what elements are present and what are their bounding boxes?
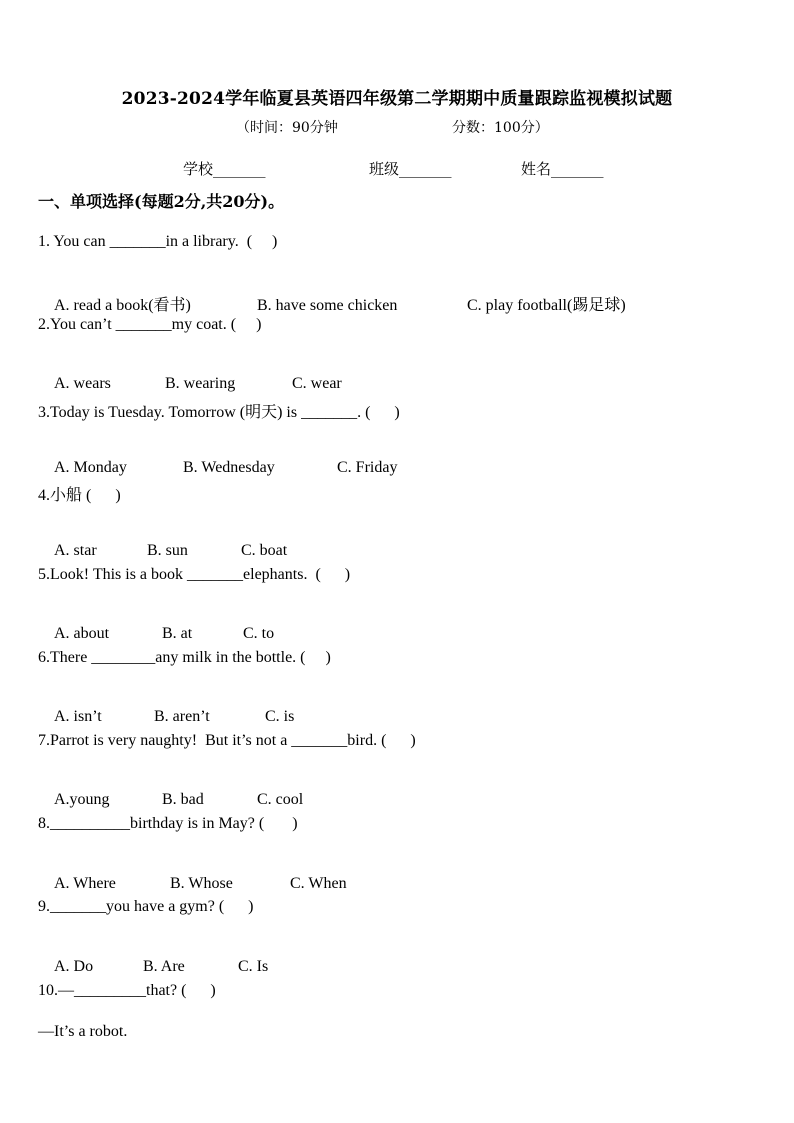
option-c: C. is	[265, 708, 295, 725]
option-b: B. Are	[143, 958, 185, 975]
option-a: A. about	[54, 625, 110, 642]
exam-time: （时间：90分钟	[236, 120, 338, 136]
option-b: B. sun	[147, 542, 188, 559]
option-a: A. Where	[54, 875, 116, 892]
exam-title: 2023-2024学年临夏县英语四年级第二学期期中质量跟踪监视模拟试题	[121, 89, 673, 109]
question-5: 5.Look! This is a book _______elephants. ( )	[38, 566, 351, 583]
answer-line: —It’s a robot.	[38, 1023, 128, 1040]
class-field: 班级_______	[369, 160, 452, 178]
option-b: B. have some chicken	[257, 297, 398, 314]
option-c: C. boat	[241, 542, 288, 559]
option-b: B. Wednesday	[183, 459, 275, 476]
section-heading: 一、单项选择(每题2分,共20分)。	[38, 192, 285, 211]
option-c: C. cool	[257, 791, 304, 808]
question-8: 8.__________birthday is in May? ( )	[38, 815, 298, 832]
option-c: C. Friday	[337, 459, 398, 476]
option-b: B. bad	[162, 791, 204, 808]
exam-score: 分数：100分）	[452, 120, 549, 136]
name-field: 姓名_______	[521, 160, 604, 178]
option-c: C. Is	[238, 958, 269, 975]
question-9: 9._______you have a gym? ( )	[38, 898, 254, 915]
question-7: 7.Parrot is very naughty! But it’s not a _______bird. ( )	[38, 732, 416, 749]
question-10: 10.—_________that? ( )	[38, 982, 216, 999]
option-a: A. Do	[54, 958, 94, 975]
option-a: A. isn’t	[54, 708, 102, 725]
option-b: B. wearing	[165, 375, 236, 392]
option-a: A. Monday	[54, 459, 127, 476]
question-4: 4.小船 ( )	[38, 487, 121, 504]
option-a: A.young	[54, 791, 110, 808]
option-b: B. at	[162, 625, 193, 642]
option-c: C. wear	[292, 375, 342, 392]
option-c: C. When	[290, 875, 347, 892]
option-a: A. wears	[54, 375, 111, 392]
question-2: 2.You can’t _______my coat. ( )	[38, 316, 262, 333]
school-field: 学校_______	[183, 160, 266, 178]
option-c: C. play football(踢足球)	[467, 297, 626, 314]
question-3: 3.Today is Tuesday. Tomorrow (明天) is _______. ( )	[38, 404, 400, 421]
option-a: A. read a book(看书)	[54, 297, 191, 314]
option-b: B. Whose	[170, 875, 233, 892]
option-c: C. to	[243, 625, 275, 642]
question-6: 6.There ________any milk in the bottle. ( )	[38, 649, 331, 666]
option-a: A. star	[54, 542, 97, 559]
question-1: 1. You can _______in a library. ( )	[38, 233, 278, 250]
option-b: B. aren’t	[154, 708, 210, 725]
